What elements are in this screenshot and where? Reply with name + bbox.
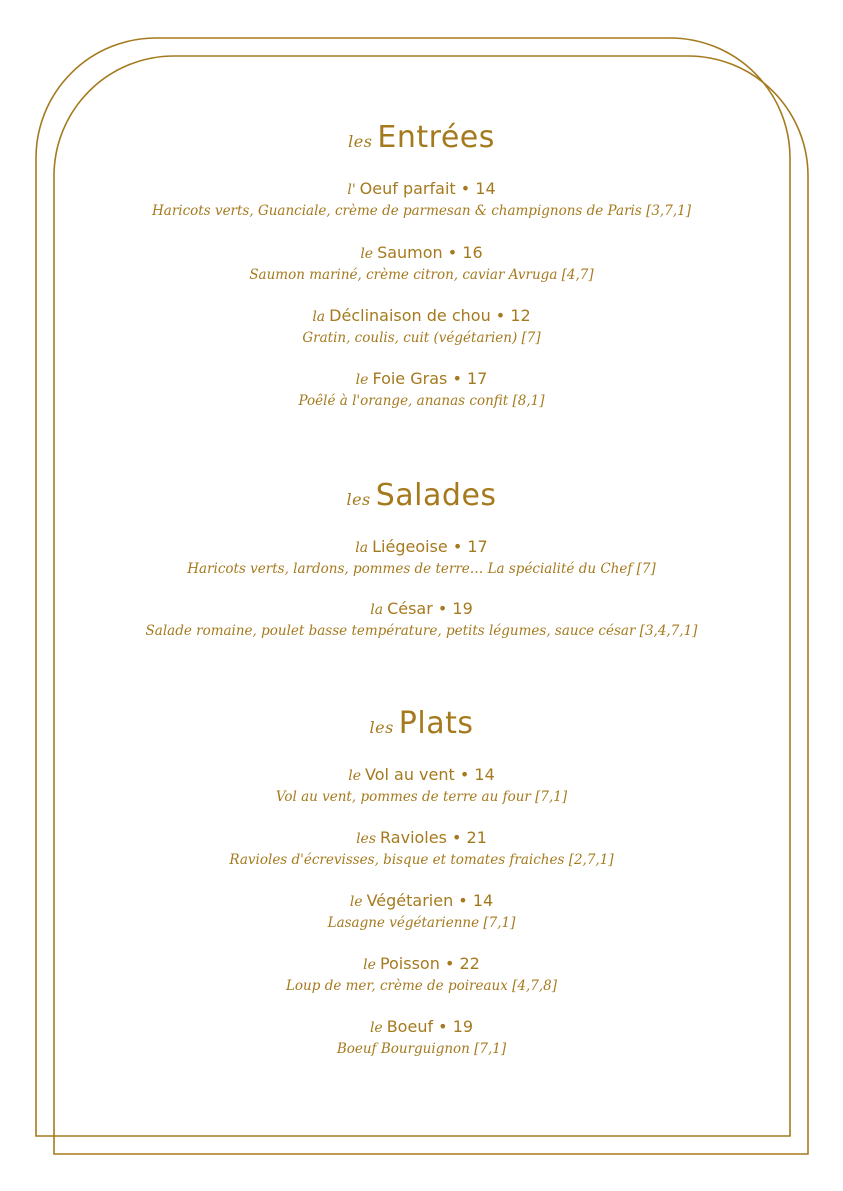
- section-name: Salades: [375, 478, 497, 513]
- dish-price: 17: [467, 537, 488, 556]
- dish-vol-au-vent: [0, 765, 843, 807]
- dish-name: le Poisson • 22: [363, 954, 480, 973]
- dish-price: 19: [452, 599, 473, 618]
- dish-title: Végétarien: [366, 891, 454, 910]
- dish-title: Boeuf: [386, 1017, 434, 1036]
- dish-name: le Boeuf • 19: [369, 1017, 474, 1036]
- dish-foie-gras: [0, 369, 843, 411]
- dish-poisson: [0, 954, 843, 996]
- dish-price: 16: [462, 243, 483, 262]
- dish-description: Saumon mariné, crème citron, caviar Avruga [4,7]: [249, 267, 594, 283]
- dish-name: le Foie Gras • 17: [355, 369, 488, 388]
- dish-price: 14: [475, 179, 496, 198]
- dish-name: les Ravioles • 21: [356, 828, 487, 847]
- dish-description: Lasagne végétarienne [7,1]: [327, 915, 516, 931]
- dish-name: le Vol au vent • 14: [348, 765, 495, 784]
- dish-name: le Saumon • 16: [360, 243, 483, 262]
- dish-price: 14: [472, 891, 494, 910]
- dish-description: Ravioles d'écrevisses, bisque et tomates fraiches [2,7,1]: [229, 852, 614, 868]
- section-name: Entrées: [377, 120, 495, 155]
- dish-cesar: [0, 599, 843, 641]
- dish-title: César: [387, 599, 433, 618]
- section-article: les: [369, 718, 394, 737]
- dish-title: Liégeoise: [372, 537, 448, 556]
- dish-title: Saumon: [377, 243, 443, 262]
- dish-description: Salade romaine, poulet basse température, petits légumes, sauce césar [3,4,7,1]: [145, 623, 698, 639]
- dish-article: les: [356, 831, 377, 847]
- dish-description: Haricots verts, Guanciale, crème de parmesan & champignons de Paris [3,7,1]: [152, 203, 691, 219]
- dish-description: Boeuf Bourguignon [7,1]: [336, 1041, 507, 1057]
- section-title-salades: [0, 478, 843, 513]
- dish-title: Oeuf parfait: [359, 179, 456, 198]
- dish-article: la: [370, 602, 384, 618]
- dish-name: la Liégeoise • 17: [355, 537, 488, 556]
- dish-article: la: [355, 540, 369, 556]
- dish-ravioles: [0, 828, 843, 870]
- dish-article: l': [347, 182, 356, 198]
- dish-liegeoise: [0, 537, 843, 579]
- dish-title: Poisson: [379, 954, 440, 973]
- dish-name: l' Oeuf parfait • 14: [347, 179, 496, 198]
- dish-price: 21: [466, 828, 487, 847]
- dish-description: Haricots verts, lardons, pommes de terre… La spécialité du Chef [7]: [187, 561, 656, 577]
- dish-description: Vol au vent, pommes de terre au four [7,1]: [275, 789, 568, 805]
- dish-name: la César • 19: [370, 599, 473, 618]
- section-article: les: [348, 132, 373, 151]
- dish-vegetarien: [0, 891, 843, 933]
- section-article: les: [346, 490, 371, 509]
- dish-price: 12: [510, 306, 531, 325]
- dish-description: Loup de mer, crème de poireaux [4,7,8]: [285, 978, 558, 994]
- dish-title: Foie Gras: [372, 369, 448, 388]
- dish-price: 22: [459, 954, 480, 973]
- dish-title: Ravioles: [380, 828, 447, 847]
- dish-declinaison-de-chou: [0, 306, 843, 348]
- dish-article: le: [355, 372, 369, 388]
- dish-article: le: [348, 768, 361, 784]
- dish-article: le: [349, 894, 363, 910]
- dish-price: 19: [452, 1017, 474, 1036]
- dish-boeuf: [0, 1017, 843, 1059]
- dish-description: Gratin, coulis, cuit (végétarien) [7]: [302, 330, 541, 346]
- section-name: Plats: [398, 706, 474, 741]
- dish-name: la Déclinaison de chou • 12: [312, 306, 531, 325]
- dish-saumon: [0, 243, 843, 285]
- dish-description: Poêlé à l'orange, ananas confit [8,1]: [298, 393, 545, 409]
- dish-name: le Végétarien • 14: [349, 891, 494, 910]
- section-title-plats: [0, 706, 843, 741]
- dish-title: Déclinaison de chou: [329, 306, 491, 325]
- dish-article: le: [360, 246, 374, 262]
- dish-oeuf-parfait: [0, 179, 843, 221]
- section-title-entrees: [0, 120, 843, 155]
- dish-article: le: [369, 1020, 383, 1036]
- dish-article: le: [363, 957, 376, 973]
- dish-price: 17: [466, 369, 488, 388]
- dish-title: Vol au vent: [365, 765, 455, 784]
- dish-article: la: [312, 309, 326, 325]
- dish-price: 14: [474, 765, 495, 784]
